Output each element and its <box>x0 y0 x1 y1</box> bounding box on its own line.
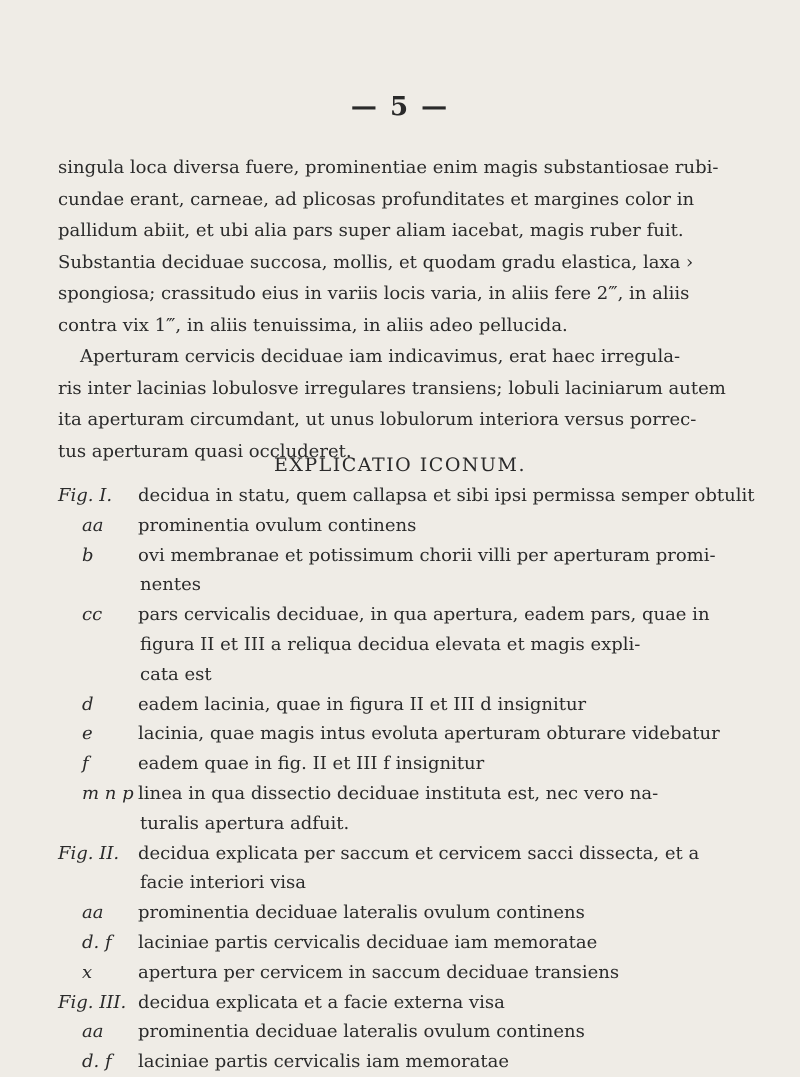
text-line: spongiosa; crassitudo eius in variis locis varia, in aliis fere 2‴, in aliis <box>58 283 690 304</box>
section-heading: EXPLICATIO ICONUM. <box>273 454 527 476</box>
legend-text: laciniae partis cervicalis deciduae iam memoratae <box>138 931 598 953</box>
text-line: singula loca diversa fuere, prominentiae enim magis substantiosae rubi- <box>58 157 719 178</box>
legend-text: prominentia deciduae lateralis ovulum continens <box>138 1021 585 1043</box>
text-line: tus aperturam quasi occluderet. <box>58 440 352 462</box>
legend-item <box>58 1017 748 1047</box>
legend-text: prominentia ovulum continens <box>138 514 417 536</box>
legend-text: eadem lacinia, quae in figura II et III d insignitur <box>138 693 587 715</box>
legend-text: eadem quae in fig. II et III f insignitur <box>138 753 485 775</box>
text-line: cundae erant, carneae, ad plicosas profunditates et margines color in <box>58 188 695 210</box>
text-line: Substantia deciduae succosa, mollis, et quodam gradu elastica, laxa › <box>58 251 694 273</box>
legend-key: d. f <box>82 931 112 953</box>
legend-item <box>58 541 748 571</box>
text-line: contra vix 1‴, in aliis tenuissima, in aliis adeo pellucida. <box>58 314 568 336</box>
legend-continuation: cata est <box>140 663 212 685</box>
paragraph-1 <box>58 152 748 341</box>
legend-item <box>58 1047 748 1077</box>
figure-description: decidua explicata per saccum et cervicem sacci dissecta, et a <box>138 842 700 864</box>
body-text <box>58 152 748 467</box>
figure-explanations <box>58 481 755 1077</box>
figure-entry <box>58 839 748 869</box>
legend-key: x <box>82 961 93 983</box>
legend-text: ovi membranae et potissimum chorii villi per aperturam promi- <box>138 544 716 566</box>
paragraph-2 <box>58 341 748 467</box>
legend-key: f <box>82 753 89 775</box>
figure-description-continuation: facie interiori visa <box>140 872 307 894</box>
legend-text: pars cervicalis deciduae, in qua apertura, eadem pars, quae in <box>138 604 710 626</box>
figure-description: decidua explicata et a facie externa visa <box>138 991 505 1013</box>
figure-label: Fig. II. <box>58 842 120 864</box>
figure-label: Fig. III. <box>58 991 127 1013</box>
legend-text: prominentia deciduae lateralis ovulum continens <box>138 902 585 924</box>
legend-text: linea in qua dissectio deciduae instituta est, nec vero na- <box>138 782 659 804</box>
legend-item <box>58 719 748 749</box>
text-line: ita aperturam circumdant, ut unus lobulorum interiora versus porrec- <box>58 409 697 430</box>
legend-item <box>58 690 748 720</box>
legend-key: aa <box>82 1021 104 1043</box>
legend-item <box>58 600 748 630</box>
figure-entry <box>58 481 755 511</box>
page-number: — 5 — <box>350 92 450 122</box>
text-line: Aperturam cervicis deciduae iam indicavimus, erat haec irregula- <box>80 346 681 367</box>
figure-entry <box>58 988 748 1018</box>
text-line: ris inter lacinias lobulosve irregulares transiens; lobuli laciniarum autem <box>58 377 726 399</box>
legend-item <box>58 779 748 809</box>
legend-key: aa <box>82 514 104 536</box>
figure-description: decidua in statu, quem callapsa et sibi ipsi permissa semper obtulit <box>138 485 755 506</box>
legend-continuation: nentes <box>140 574 201 596</box>
legend-key: m n p <box>82 782 134 804</box>
legend-key: d <box>82 693 94 715</box>
figure-label: Fig. I. <box>58 485 113 506</box>
legend-continuation: figura II et III a reliqua decidua elevata et magis expli- <box>140 633 641 655</box>
legend-item <box>58 958 748 988</box>
legend-text: apertura per cervicem in saccum deciduae transiens <box>138 961 620 983</box>
legend-item <box>58 511 748 541</box>
legend-item <box>58 749 748 779</box>
legend-key: b <box>82 544 94 566</box>
legend-item <box>58 928 748 958</box>
legend-key: aa <box>82 902 104 924</box>
legend-key: cc <box>82 604 103 626</box>
legend-key: e <box>82 723 93 745</box>
legend-item <box>58 898 748 928</box>
legend-text: lacinia, quae magis intus evoluta aperturam obturare videbatur <box>138 723 720 745</box>
legend-continuation: turalis apertura adfuit. <box>140 812 350 834</box>
legend-key: d. f <box>82 1051 112 1073</box>
legend-text: laciniae partis cervicalis iam memoratae <box>138 1051 509 1073</box>
text-line: pallidum abiit, et ubi alia pars super aliam iacebat, magis ruber fuit. <box>58 220 684 241</box>
